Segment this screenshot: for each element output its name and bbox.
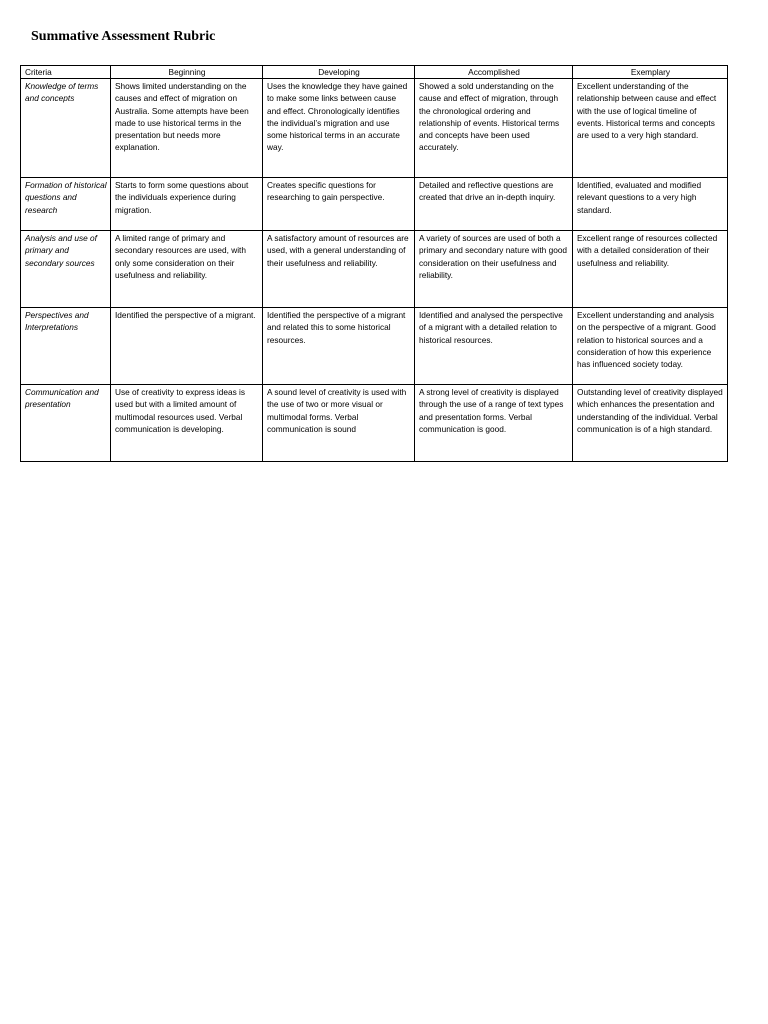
accomplished-cell: Identified and analysed the perspective of a migrant with a detailed relation to historical resources. <box>415 308 573 385</box>
criterion-cell: Formation of historical questions and research <box>21 178 111 231</box>
accomplished-cell: A variety of sources are used of both a primary and secondary nature with good consideration on their usefulness and reliability. <box>415 231 573 308</box>
table-row <box>21 231 728 308</box>
accomplished-cell: A strong level of creativity is displayed through the use of a range of text types and presentation forms. Verbal communication is good. <box>415 385 573 462</box>
beginning-cell: Starts to form some questions about the individuals experience during migration. <box>111 178 263 231</box>
developing-cell: A satisfactory amount of resources are used, with a general understanding of their usefulness and reliability. <box>263 231 415 308</box>
exemplary-cell: Excellent understanding of the relationship between cause and effect with the use of logical timeline of events. Historical terms and concepts are used to a very high standard. <box>573 79 728 178</box>
beginning-cell: A limited range of primary and secondary resources are used, with only some consideration on their usefulness and reliability. <box>111 231 263 308</box>
criterion-cell: Knowledge of terms and concepts <box>21 79 111 178</box>
exemplary-cell: Identified, evaluated and modified relevant questions to a very high standard. <box>573 178 728 231</box>
exemplary-cell: Excellent understanding and analysis on the perspective of a migrant. Good relation to historical sources and a consideration of how this experience has influenced society today. <box>573 308 728 385</box>
table-row <box>21 79 728 178</box>
beginning-cell: Shows limited understanding on the causes and effect of migration on Australia. Some attempts have been made to use historical terms in the presentation but needs more explanation. <box>111 79 263 178</box>
developing-cell: Identified the perspective of a migrant and related this to some historical resources. <box>263 308 415 385</box>
accomplished-cell: Detailed and reflective questions are created that drive an in-depth inquiry. <box>415 178 573 231</box>
table-row <box>21 385 728 462</box>
column-header-developing: Developing <box>263 66 415 79</box>
column-header-beginning: Beginning <box>111 66 263 79</box>
developing-cell: Uses the knowledge they have gained to make some links between cause and effect. Chronologically identifies the individual’s migration and use some historical terms in an accurate way. <box>263 79 415 178</box>
beginning-cell: Identified the perspective of a migrant. <box>111 308 263 385</box>
table-row <box>21 308 728 385</box>
developing-cell: Creates specific questions for researching to gain perspective. <box>263 178 415 231</box>
criterion-cell: Perspectives and Interpretations <box>21 308 111 385</box>
column-header-exemplary: Exemplary <box>573 66 728 79</box>
header-row <box>21 66 728 79</box>
column-header-accomplished: Accomplished <box>415 66 573 79</box>
beginning-cell: Use of creativity to express ideas is used but with a limited amount of multimodal resources used. Verbal communication is developing. <box>111 385 263 462</box>
table-row <box>21 178 728 231</box>
developing-cell: A sound level of creativity is used with the use of two or more visual or multimodal forms. Verbal communication is sound <box>263 385 415 462</box>
exemplary-cell: Outstanding level of creativity displayed which enhances the presentation and understanding of the individual. Verbal communication is of a high standard. <box>573 385 728 462</box>
accomplished-cell: Showed a sold understanding on the cause and effect of migration, through the chronological ordering and relationship of events. Historical terms and concepts have been used accurately. <box>415 79 573 178</box>
page-title: Summative Assessment Rubric <box>31 29 216 44</box>
exemplary-cell: Excellent range of resources collected with a detailed consideration of their usefulness and reliability. <box>573 231 728 308</box>
criterion-cell: Analysis and use of primary and secondary sources <box>21 231 111 308</box>
column-header-criteria: Criteria <box>21 66 111 79</box>
rubric-table <box>20 65 728 462</box>
criterion-cell: Communication and presentation <box>21 385 111 462</box>
